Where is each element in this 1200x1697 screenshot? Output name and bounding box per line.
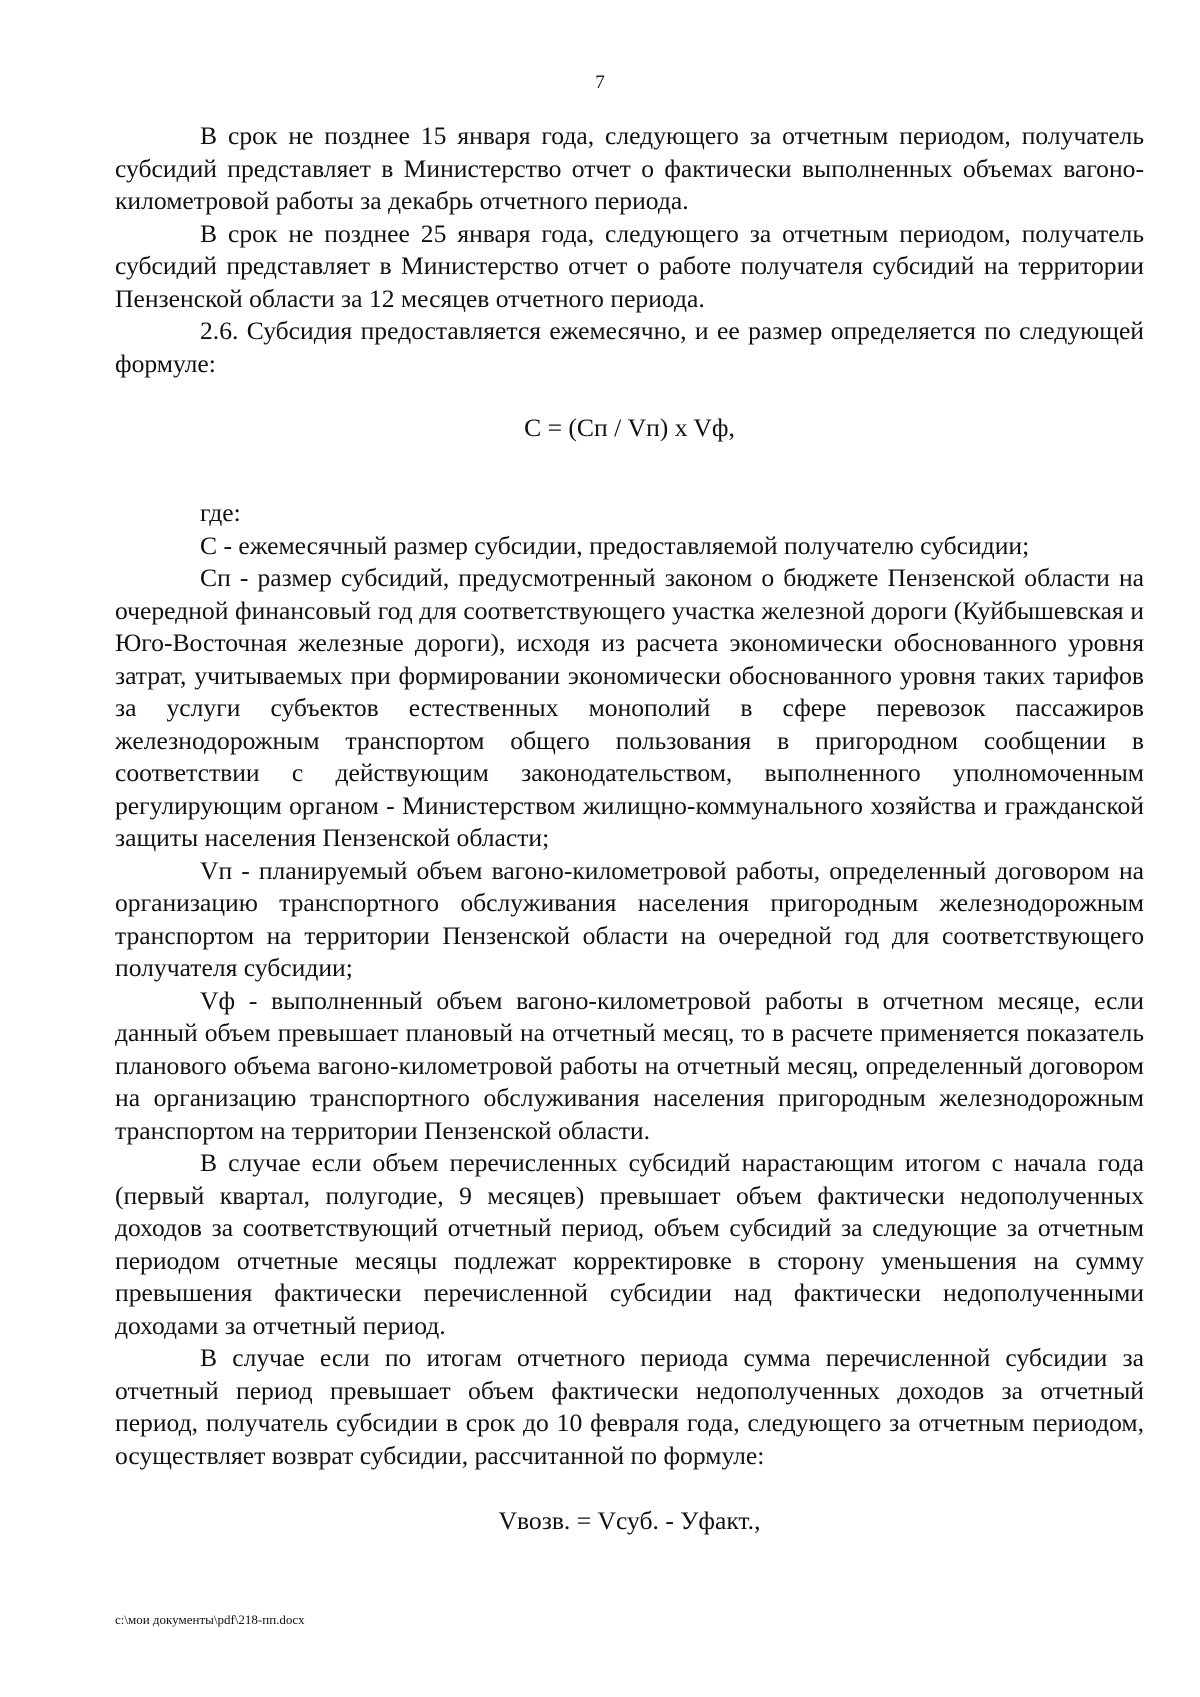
page-number: 7 bbox=[595, 72, 605, 93]
footer-file-path: c:\мои документы\pdf\218-пп.docx bbox=[115, 1612, 305, 1627]
paragraph-report-deadline-15: В срок не позднее 15 января года, следующего за отчетным периодом, получатель субсидий представляет в Министерство отчет о фактически выполненных объемах вагоно-километровой работы за декабрь отчетного периода. bbox=[115, 121, 1144, 215]
definition-c: С - ежемесячный размер субсидии, предоставляемой получателю субсидии; bbox=[200, 530, 1030, 560]
paragraph-subsidy-formula-intro: 2.6. Субсидия предоставляется ежемесячно, и ее размер определяется по следующей формуле: bbox=[115, 316, 1144, 378]
definition-vp: Vп - планируемый объем вагоно-километровой работы, определенный договором на организацию транспортного обслуживания населения пригородным железнодорожным транспортом на территории Пензенской области на очередной год для соответствующего получателя субсидии; bbox=[115, 855, 1144, 982]
definition-vf: Vф - выполненный объем вагоно-километровой работы в отчетном месяце, если данный объем превышает плановый на отчетный месяц, то в расчете применяется показатель планового объема вагоно-километровой работы на отчетный месяц, определенный договором на организацию транспортного обслуживания населения пригородным железнодорожным транспортом на территории Пензенской области. bbox=[115, 985, 1144, 1145]
document-body bbox=[115, 120, 1144, 1537]
definition-cp: Сп - размер субсидий, предусмотренный законом о бюджете Пензенской области на очередной финансовый год для соответствующего участка железной дороги (Куйбышевская и Юго-Восточная железные дороги), исходя из расчета экономически обоснованного уровня затрат, учитываемых при формировании экономически обоснованного уровня таких тарифов за услуги субъектов естественных монополий в сфере перевозок пассажиров железнодорожным транспортом общего пользования в пригородном сообщении в соответствии с действующим законодательством, выполненного уполномоченным регулирующим органом - Министерством жилищно-коммунального хозяйства и гражданской защиты населения Пензенской области; bbox=[115, 563, 1144, 852]
formula-return-amount: Vвозв. = Vсуб. - Уфакт., bbox=[498, 1506, 761, 1535]
paragraph-subsidy-return: В случае если по итогам отчетного периода сумма перечисленной субсидии за отчетный период превышает объем фактически недополученных доходов за отчетный период, получатель субсидии в срок до 10 февраля года, следующего за отчетным периодом, осуществляет возврат субсидии, рассчитанной по формуле: bbox=[115, 1343, 1144, 1470]
paragraph-excess-correction: В случае если объем перечисленных субсидий нарастающим итогом с начала года (первый квартал, полугодие, 9 месяцев) превышает объем фактически недополученных доходов за соответствующий отчетный период, объем субсидий за следующие за отчетным периодом отчетные месяцы подлежат корректировке в сторону уменьшения на сумму превышения фактически перечисленной субсидии над фактически недополученными доходами за отчетный период. bbox=[115, 1148, 1144, 1340]
paragraph-where: где: bbox=[200, 498, 241, 527]
paragraph-report-deadline-25: В срок не позднее 25 января года, следующего за отчетным периодом, получатель субсидий представляет в Министерство отчет о работе получателя субсидий на территории Пензенской области за 12 месяцев отчетного периода. bbox=[115, 218, 1144, 313]
formula-monthly-subsidy: С = (Сп / Vп) x Vф, bbox=[524, 413, 735, 442]
